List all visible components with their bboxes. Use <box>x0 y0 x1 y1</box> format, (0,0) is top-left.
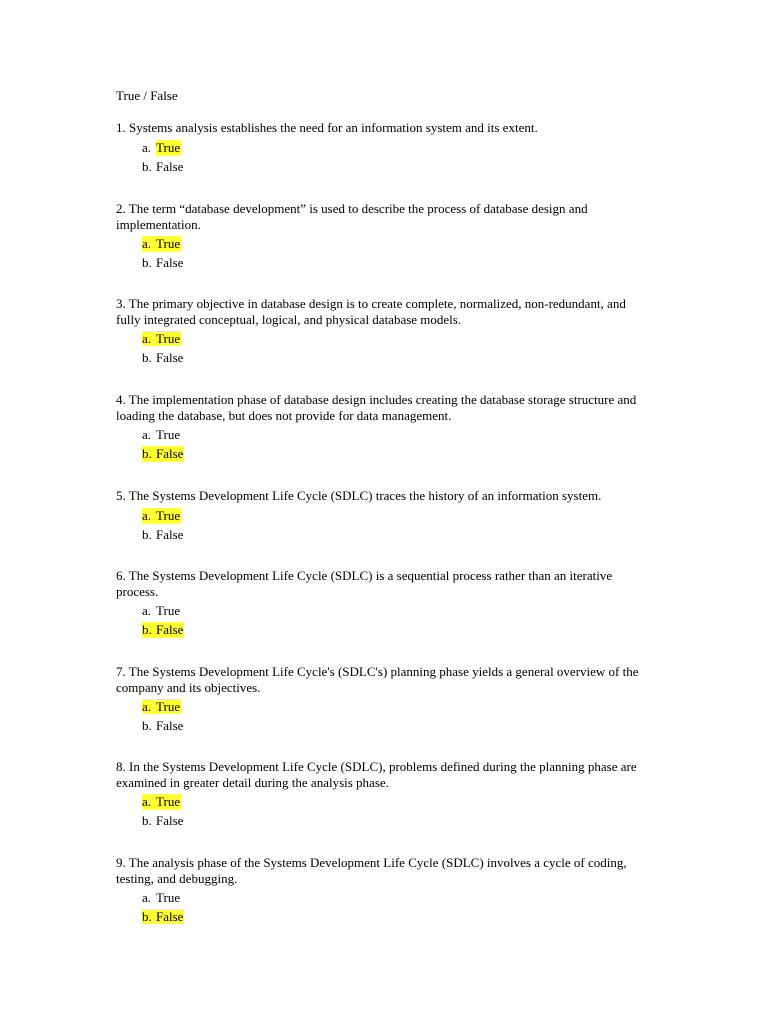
option-letter: a. <box>142 236 152 251</box>
question-1 <box>116 120 646 176</box>
question-number: 2. <box>116 201 126 216</box>
option-label: False <box>156 350 184 365</box>
question-text <box>116 568 646 599</box>
option-letter: b. <box>142 718 152 733</box>
option-a <box>116 506 646 525</box>
option-letter: a. <box>142 794 152 809</box>
option-letter: a. <box>142 699 152 714</box>
option-a <box>116 792 646 811</box>
question-number: 9. <box>116 855 126 870</box>
question-4 <box>116 392 646 463</box>
option-b <box>116 253 646 272</box>
question-body: The Systems Development Life Cycle (SDLC) is a sequential process rather than an iterative process. <box>116 568 613 599</box>
option-highlight <box>142 699 181 714</box>
question-number: 3. <box>116 296 126 311</box>
question-6 <box>116 568 646 639</box>
option-letter: b. <box>142 813 152 828</box>
answer-options <box>116 888 646 926</box>
option-letter: a. <box>142 139 152 155</box>
question-number: 5. <box>116 488 126 503</box>
option-b <box>116 620 646 639</box>
option-a <box>116 888 646 907</box>
question-text <box>116 664 646 695</box>
option-label: True <box>156 699 181 714</box>
question-text <box>116 855 646 886</box>
option-label: False <box>156 526 184 542</box>
question-5 <box>116 488 646 544</box>
question-body: The analysis phase of the Systems Development Life Cycle (SDLC) involves a cycle of coding, testing, and debugging. <box>116 855 627 886</box>
option-a <box>116 601 646 620</box>
question-number: 1. <box>116 120 126 135</box>
option-letter: a. <box>142 603 152 618</box>
answer-options <box>116 234 646 272</box>
option-letter: a. <box>142 427 152 442</box>
question-number: 4. <box>116 392 126 407</box>
option-letter: b. <box>142 446 152 461</box>
option-b <box>116 716 646 735</box>
page-title: True / False <box>116 88 178 103</box>
option-b <box>116 348 646 367</box>
answer-options <box>116 329 646 367</box>
option-label: True <box>156 427 181 442</box>
question-text <box>116 296 646 327</box>
option-label: False <box>156 446 184 461</box>
option-letter: a. <box>142 331 152 346</box>
option-label: False <box>156 158 184 174</box>
option-label: False <box>156 718 184 733</box>
question-8 <box>116 759 646 830</box>
question-body: Systems analysis establishes the need for an information system and its extent. <box>129 120 538 135</box>
question-number: 6. <box>116 568 126 583</box>
question-body: In the Systems Development Life Cycle (SDLC), problems defined during the planning phase are examined in greater detail during the analysis phase. <box>116 759 637 790</box>
option-letter: b. <box>142 255 152 270</box>
option-a <box>116 329 646 348</box>
option-letter: a. <box>142 890 152 905</box>
option-a <box>116 138 646 157</box>
option-a <box>116 234 646 253</box>
option-b <box>116 525 646 544</box>
option-label: True <box>156 603 181 618</box>
option-label: False <box>156 813 184 828</box>
option-letter: b. <box>142 158 152 174</box>
option-b <box>116 444 646 463</box>
option-label: False <box>156 255 184 270</box>
option-b <box>116 157 646 176</box>
option-letter: b. <box>142 526 152 542</box>
answer-options <box>116 425 646 463</box>
answer-options <box>116 138 646 176</box>
question-text <box>116 201 646 232</box>
option-letter: b. <box>142 909 152 924</box>
option-highlight <box>142 446 184 461</box>
question-body: The implementation phase of database design includes creating the database storage structure and loading the database, but does not provide for data management. <box>116 392 637 423</box>
answer-options <box>116 506 646 544</box>
question-body: The primary objective in database design is to create complete, normalized, non-redundant, and fully integrated conceptual, logical, and physical database models. <box>116 296 626 327</box>
option-label: True <box>156 236 181 251</box>
option-label: False <box>156 909 184 924</box>
option-highlight <box>142 331 181 346</box>
question-body: The term “database development” is used to describe the process of database design and implementation. <box>116 201 588 232</box>
option-highlight <box>142 909 184 924</box>
question-2 <box>116 201 646 272</box>
answer-options <box>116 697 646 735</box>
option-label: False <box>156 622 184 637</box>
question-body: The Systems Development Life Cycle (SDLC) traces the history of an information system. <box>128 488 602 503</box>
option-a <box>116 425 646 444</box>
option-label: True <box>156 331 181 346</box>
option-highlight <box>142 794 181 809</box>
option-letter: b. <box>142 350 152 365</box>
option-highlight <box>142 622 184 637</box>
question-7 <box>116 664 646 735</box>
option-highlight <box>142 508 181 523</box>
question-body: The Systems Development Life Cycle's (SDLC's) planning phase yields a general overview of the company and its objectives. <box>116 664 639 695</box>
question-9 <box>116 855 646 926</box>
option-label-highlighted: True <box>156 139 181 155</box>
answer-options <box>116 601 646 639</box>
question-text <box>116 120 646 136</box>
option-b <box>116 907 646 926</box>
option-highlight <box>142 236 181 251</box>
question-text <box>116 488 646 504</box>
option-letter: b. <box>142 622 152 637</box>
question-text <box>116 392 646 423</box>
question-number: 8. <box>116 759 126 774</box>
option-a <box>116 697 646 716</box>
question-number: 7. <box>116 664 126 679</box>
option-label: True <box>156 890 181 905</box>
option-label: True <box>156 794 181 809</box>
option-b <box>116 811 646 830</box>
option-letter: a. <box>142 507 152 523</box>
answer-options <box>116 792 646 830</box>
question-3 <box>116 296 646 367</box>
question-text <box>116 759 646 790</box>
option-label: True <box>156 507 181 523</box>
